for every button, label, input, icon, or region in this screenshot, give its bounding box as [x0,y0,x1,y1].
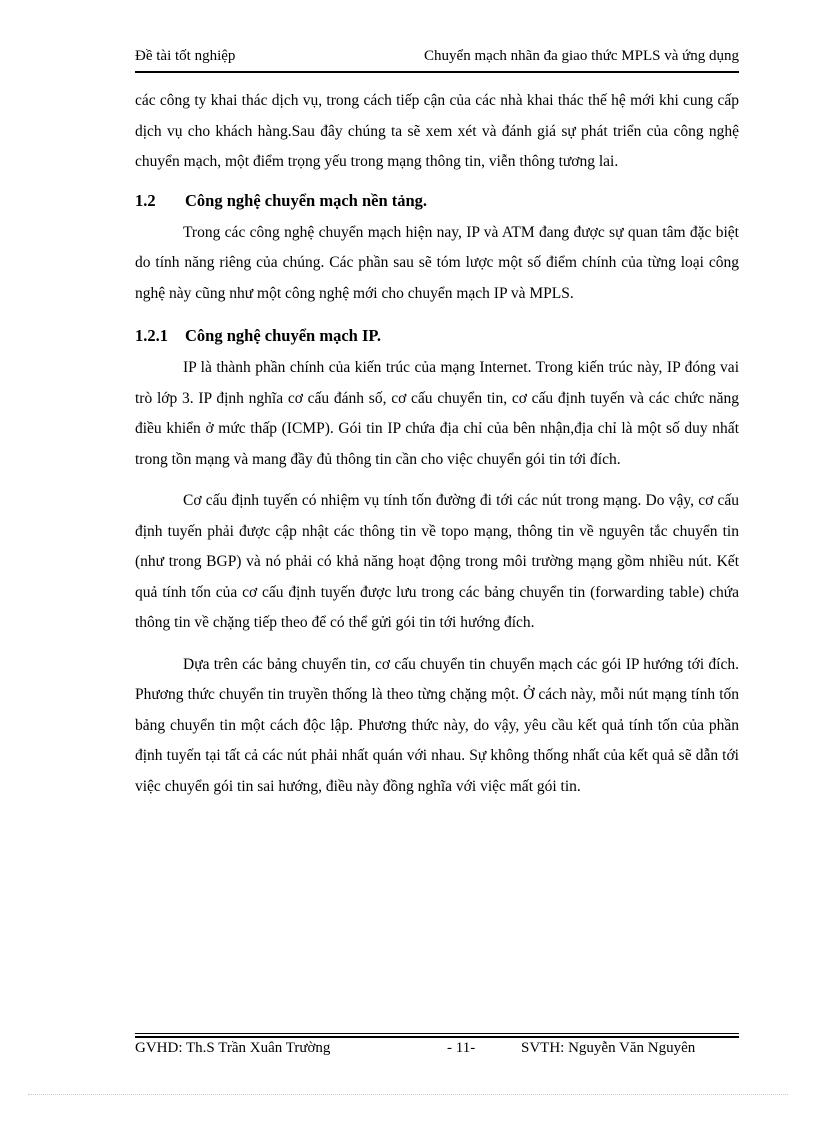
section-number: 1.2.1 [135,326,168,345]
section-number: 1.2 [135,190,156,210]
footer-divider-thin [135,1033,739,1034]
page-edge-dotted-line [28,1094,788,1095]
paragraph-forwarding: Dựa trên các bảng chuyển tin, cơ cấu chuyển tin chuyển mạch các gói IP hướng tới đích. Phương thức chuyển tin truyền thống là theo từng chặng một. Ở cách này, mỗi nút mạng tính tốn bảng chuyển tin một cách độc lập. Phương thức này, do vậy, yêu cầu kết quả tính tốn của phần định tuyến tại tất cả các nút phải nhất quán với nhau. Sự không thống nhất của kết quả sẽ dẫn tới việc chuyển gói tin sai hướng, điều này đồng nghĩa với việc mất gói tin. [135,655,739,795]
header-thesis-label: Đề tài tốt nghiệp [135,48,236,64]
section-heading-1-2 [135,188,739,214]
paragraph-intro-continued: các công ty khai thác dịch vụ, trong cách tiếp cận của các nhà khai thác thế hệ mới khi cung cấp dịch vụ cho khách hàng.Sau đây chúng ta sẽ xem xét và đánh giá sự phát triển của công nghệ chuyển mạch, một điểm trọng yếu trong mạng thông tin, viễn thông tương lai. [135,92,739,170]
section-title: Công nghệ chuyển mạch IP. [185,326,382,345]
paragraph-ip-architecture: IP là thành phần chính của kiến trúc của mạng Internet. Trong kiến trúc này, IP đóng vai trò lớp 3. IP định nghĩa cơ cấu đánh số, cơ cấu chuyển tin, cơ cấu định tuyến và các chức năng điều khiển ở mức thấp (ICMP). Gói tin IP chứa địa chỉ của bên nhận,địa chỉ là một số duy nhất trong tồn mạng và mang đầy đủ thông tin cần cho việc chuyển gói tin tới đích. [135,359,739,468]
footer-student: SVTH: Nguyễn Văn Nguyên [521,1040,696,1056]
page-header [135,48,739,70]
section-heading-1-2-1 [135,323,739,349]
footer-advisor: GVHD: Th.S Trần Xuân Trường [135,1040,331,1056]
page-body [135,86,739,802]
page-footer [135,1040,739,1062]
header-divider [135,71,739,73]
footer-divider-thick [135,1036,739,1038]
paragraph-switching-overview: Trong các công nghệ chuyển mạch hiện nay, IP và ATM đang được sự quan tâm đặc biệt do tính năng riêng của chúng. Các phần sau sẽ tóm lược một số điểm chính của từng loại công nghệ này cũng như một công nghệ mới cho chuyển mạch IP và MPLS. [135,223,739,302]
section-title: Công nghệ chuyển mạch nền tảng. [185,190,428,210]
paragraph-routing-mechanism: Cơ cấu định tuyến có nhiệm vụ tính tốn đường đi tới các nút trong mạng. Do vậy, cơ cấu định tuyến phải được cập nhật các thông tin về topo mạng, thông tin về nguyên tắc chuyển tin (như trong BGP) và nó phải có khả năng hoạt động trong môi trường mạng gồm nhiều nút. Kết quả tính tốn của cơ cấu định tuyến được lưu trong các bảng chuyển tin (forwarding table) chứa thông tin về chặng tiếp theo để có thể gửi gói tin tới hướng đích. [135,492,739,631]
page-number: - 11- [447,1040,476,1056]
header-document-title: Chuyển mạch nhãn đa giao thức MPLS và ứng dụng [424,48,739,64]
